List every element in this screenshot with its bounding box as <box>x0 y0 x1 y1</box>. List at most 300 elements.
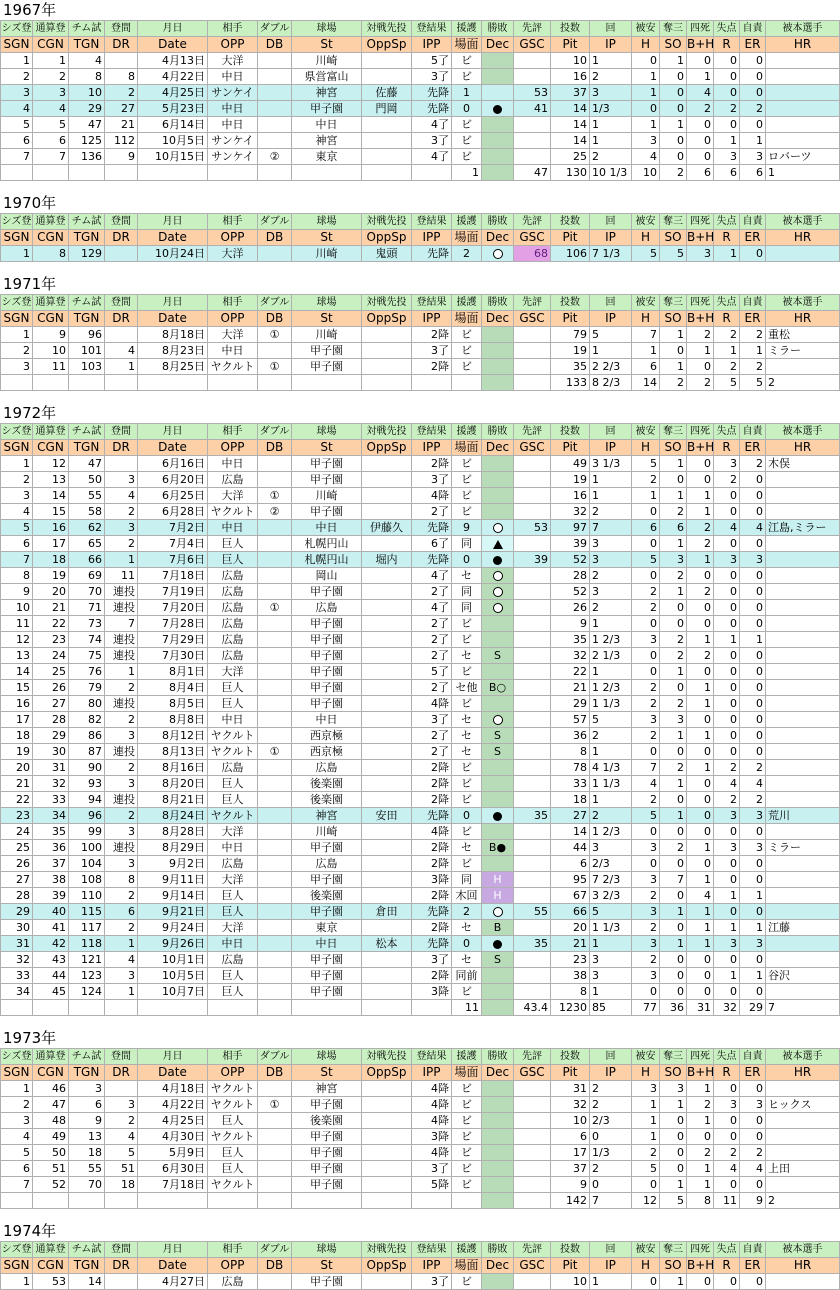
cell-h: 1 <box>632 117 660 133</box>
cell-res: ビ <box>452 488 482 504</box>
table-row <box>1 952 840 968</box>
cell-pit: 19 <box>551 343 590 359</box>
table-row <box>1 488 840 504</box>
column-header: シズ登 <box>1 1049 33 1065</box>
cell-tgn: 73 <box>69 616 105 632</box>
cell-h: 4 <box>632 776 660 792</box>
table-row <box>1 696 840 712</box>
column-header: H <box>632 311 660 327</box>
total-hold: 1 <box>452 165 482 181</box>
cell-res: ビ <box>452 1081 482 1097</box>
cell-date: 8月18日 <box>138 327 208 343</box>
column-header: Pit <box>551 37 590 53</box>
cell-r: 0 <box>714 1177 740 1193</box>
cell-so: 1 <box>660 117 687 133</box>
cell-dr: 2 <box>105 504 138 520</box>
cell-sgn: 6 <box>1 1161 33 1177</box>
cell-st: 甲子園 <box>292 696 362 712</box>
year-heading: 1972年 <box>3 404 57 422</box>
cell-sgn: 1 <box>1 1081 33 1097</box>
cell-r: 1 <box>714 343 740 359</box>
cell-cgn: 29 <box>33 728 69 744</box>
cell-date: 10月7日 <box>138 984 208 1000</box>
cell-cgn: 31 <box>33 760 69 776</box>
cell-st: 神宮 <box>292 85 362 101</box>
cell-gsc: 41 <box>514 101 551 117</box>
cell-pit: 32 <box>551 648 590 664</box>
cell-h: 0 <box>632 1177 660 1193</box>
cell-bb: 0 <box>687 117 714 133</box>
cell-sgn: 4 <box>1 1129 33 1145</box>
cell-dr: 2 <box>105 760 138 776</box>
cell-dr: 2 <box>105 808 138 824</box>
cell-ipp: 2了 <box>412 632 452 648</box>
cell-ip: 1 <box>590 664 632 680</box>
column-header: ダブル <box>258 1242 292 1258</box>
cell-dr <box>105 1274 138 1290</box>
cell-hr <box>766 1177 840 1193</box>
cell-er: 0 <box>740 69 766 85</box>
header-row <box>1 37 840 53</box>
cell-so: 2 <box>660 760 687 776</box>
cell-pit: 8 <box>551 984 590 1000</box>
column-header: IP <box>590 230 632 246</box>
column-header: 球場 <box>292 295 362 311</box>
column-header: Dec <box>482 37 514 53</box>
column-header: Dec <box>482 1065 514 1081</box>
cell-er: 3 <box>740 1097 766 1113</box>
cell-st: 東京 <box>292 920 362 936</box>
table-row <box>1 53 840 69</box>
cell-spn <box>362 1097 412 1113</box>
cell-hr: ミラー <box>766 840 840 856</box>
cell-hr <box>766 1145 840 1161</box>
column-header: 投数 <box>551 214 590 230</box>
cell-st: 後楽園 <box>292 792 362 808</box>
year-heading: 1973年 <box>3 1029 57 1047</box>
empty-cell <box>258 1193 292 1209</box>
column-header: 相手 <box>208 1242 258 1258</box>
cell-r: 1 <box>714 632 740 648</box>
cell-so: 0 <box>660 824 687 840</box>
cell-st: 甲子園 <box>292 648 362 664</box>
cell-db <box>258 69 292 85</box>
cell-st: 川崎 <box>292 53 362 69</box>
column-header: SO <box>660 230 687 246</box>
cell-bb: 0 <box>687 359 714 375</box>
cell-res: 同 <box>452 872 482 888</box>
table-row <box>1 101 840 117</box>
cell-cgn: 39 <box>33 888 69 904</box>
cell-ip: 2 <box>590 1097 632 1113</box>
cell-ipp: 2了 <box>412 744 452 760</box>
cell-hr: 木俣 <box>766 456 840 472</box>
cell-ipp: 2了 <box>412 728 452 744</box>
cell-hr <box>766 648 840 664</box>
cell-ipp: 2了 <box>412 680 452 696</box>
cell-res: 木回 <box>452 888 482 904</box>
cell-res: 0 <box>452 808 482 824</box>
cell-sgn: 1 <box>1 456 33 472</box>
cell-so: 0 <box>660 85 687 101</box>
empty-cell <box>362 375 412 391</box>
column-header: HR <box>766 230 840 246</box>
cell-dec <box>482 133 514 149</box>
cell-so: 1 <box>660 584 687 600</box>
cell-sgn: 28 <box>1 888 33 904</box>
total-hr: 7 <box>766 1000 840 1016</box>
cell-spn <box>362 568 412 584</box>
column-header: St <box>292 37 362 53</box>
cell-ipp: 4降 <box>412 488 452 504</box>
cell-st: 神宮 <box>292 133 362 149</box>
cell-ip: 2/3 <box>590 1113 632 1129</box>
cell-date: 6月25日 <box>138 488 208 504</box>
cell-bb: 0 <box>687 1129 714 1145</box>
cell-db <box>258 117 292 133</box>
cell-opp: 巨人 <box>208 1145 258 1161</box>
cell-db <box>258 1274 292 1290</box>
cell-db <box>258 856 292 872</box>
cell-opp: 中日 <box>208 520 258 536</box>
cell-dr: 4 <box>105 343 138 359</box>
cell-date: 9月2日 <box>138 856 208 872</box>
cell-sgn: 3 <box>1 359 33 375</box>
column-header: 援護 <box>452 21 482 37</box>
cell-dr: 8 <box>105 69 138 85</box>
cell-dr: 3 <box>105 968 138 984</box>
column-header: 登結果 <box>412 295 452 311</box>
cell-res: セ <box>452 744 482 760</box>
cell-ip: 3 1/3 <box>590 456 632 472</box>
cell-so: 0 <box>660 149 687 165</box>
table-row <box>1 1145 840 1161</box>
cell-sgn: 3 <box>1 488 33 504</box>
cell-res: ビ <box>452 760 482 776</box>
cell-sgn: 24 <box>1 824 33 840</box>
cell-ip: 1 <box>590 472 632 488</box>
cell-pit: 10 <box>551 53 590 69</box>
cell-gsc <box>514 712 551 728</box>
column-header: 被安 <box>632 21 660 37</box>
total-er: 6 <box>740 165 766 181</box>
column-header: TGN <box>69 1065 105 1081</box>
cell-db <box>258 664 292 680</box>
column-header: OppSp <box>362 230 412 246</box>
cell-spn <box>362 1081 412 1097</box>
cell-sgn: 1 <box>1 246 33 262</box>
column-header: 投数 <box>551 424 590 440</box>
cell-date: 6月14日 <box>138 117 208 133</box>
cell-ip: 1 1/3 <box>590 776 632 792</box>
cell-ipp: 3降 <box>412 872 452 888</box>
cell-ipp: 4降 <box>412 824 452 840</box>
column-header: チム試 <box>69 21 105 37</box>
cell-er: 3 <box>740 149 766 165</box>
cell-ip: 3 <box>590 85 632 101</box>
cell-ipp: 先降 <box>412 520 452 536</box>
cell-st: 甲子園 <box>292 680 362 696</box>
cell-so: 6 <box>660 520 687 536</box>
cell-er: 0 <box>740 664 766 680</box>
cell-spn <box>362 456 412 472</box>
cell-dec <box>482 488 514 504</box>
column-header: Date <box>138 1065 208 1081</box>
cell-gsc <box>514 1145 551 1161</box>
cell-sgn: 7 <box>1 552 33 568</box>
column-header: 被本選手 <box>766 214 840 230</box>
cell-dec <box>482 1145 514 1161</box>
cell-h: 5 <box>632 246 660 262</box>
cell-spn <box>362 343 412 359</box>
cell-so: 0 <box>660 856 687 872</box>
cell-tgn: 104 <box>69 856 105 872</box>
cell-ipp: 2降 <box>412 359 452 375</box>
cell-hr <box>766 952 840 968</box>
cell-cgn: 37 <box>33 856 69 872</box>
cell-dr: 2 <box>105 85 138 101</box>
cell-cgn: 18 <box>33 552 69 568</box>
cell-ip: 3 <box>590 552 632 568</box>
column-header: 自責 <box>740 1242 766 1258</box>
column-header: 対戦先投 <box>362 424 412 440</box>
cell-tgn: 74 <box>69 632 105 648</box>
column-header: 場面 <box>452 1258 482 1274</box>
total-pit: 133 <box>551 375 590 391</box>
cell-bb: 0 <box>687 984 714 1000</box>
cell-r: 2 <box>714 101 740 117</box>
cell-date: 8月12日 <box>138 728 208 744</box>
cell-sgn: 23 <box>1 808 33 824</box>
cell-date: 10月24日 <box>138 246 208 262</box>
cell-er: 0 <box>740 728 766 744</box>
column-header: DR <box>105 1065 138 1081</box>
column-header: チム試 <box>69 295 105 311</box>
cell-sgn: 19 <box>1 744 33 760</box>
cell-sgn: 8 <box>1 568 33 584</box>
column-header: 失点 <box>714 214 740 230</box>
column-header: 登間 <box>105 1049 138 1065</box>
cell-gsc <box>514 149 551 165</box>
cell-so: 0 <box>660 920 687 936</box>
column-header: 援護 <box>452 424 482 440</box>
cell-er: 0 <box>740 984 766 1000</box>
column-header: 対戦先投 <box>362 1242 412 1258</box>
cell-dec: S <box>482 952 514 968</box>
empty-cell <box>208 1193 258 1209</box>
column-header: チム試 <box>69 1242 105 1258</box>
cell-h: 3 <box>632 968 660 984</box>
cell-pit: 21 <box>551 680 590 696</box>
column-header: 投数 <box>551 1049 590 1065</box>
cell-date: 10月5日 <box>138 968 208 984</box>
cell-r: 0 <box>714 53 740 69</box>
cell-dr: 18 <box>105 1177 138 1193</box>
table-row <box>1 792 840 808</box>
column-header: OppSp <box>362 1065 412 1081</box>
total-dec <box>482 375 514 391</box>
cell-bb: 3 <box>687 246 714 262</box>
cell-ipp: 2降 <box>412 888 452 904</box>
cell-res: セ <box>452 840 482 856</box>
cell-so: 3 <box>660 1081 687 1097</box>
column-header: 失点 <box>714 1242 740 1258</box>
cell-res: ビ <box>452 117 482 133</box>
cell-dec <box>482 552 514 568</box>
cell-bb: 0 <box>687 53 714 69</box>
cell-gsc <box>514 1113 551 1129</box>
column-header: R <box>714 1258 740 1274</box>
empty-cell <box>412 1000 452 1016</box>
cell-hr <box>766 1113 840 1129</box>
cell-db <box>258 952 292 968</box>
cell-ipp: 3降 <box>412 984 452 1000</box>
cell-opp: 大洋 <box>208 872 258 888</box>
column-header: 投数 <box>551 21 590 37</box>
header-row <box>1 440 840 456</box>
column-header: 対戦先投 <box>362 214 412 230</box>
cell-st: 川崎 <box>292 488 362 504</box>
cell-opp: 巨人 <box>208 680 258 696</box>
cell-res: ビ <box>452 984 482 1000</box>
column-header: 通算登 <box>33 1242 69 1258</box>
cell-er: 1 <box>740 632 766 648</box>
column-header: 対戦先投 <box>362 21 412 37</box>
column-header: 四死 <box>687 1242 714 1258</box>
cell-dec <box>482 149 514 165</box>
cell-st: 甲子園 <box>292 984 362 1000</box>
cell-res: ビ <box>452 472 482 488</box>
column-header: Pit <box>551 1258 590 1274</box>
column-header: 先評 <box>514 1049 551 1065</box>
cell-hr <box>766 776 840 792</box>
cell-bb: 0 <box>687 568 714 584</box>
cell-st: 広島 <box>292 856 362 872</box>
cell-st: 甲子園 <box>292 584 362 600</box>
cell-hr <box>766 680 840 696</box>
total-ip: 10 1/3 <box>590 165 632 181</box>
cell-h: 2 <box>632 888 660 904</box>
cell-db <box>258 824 292 840</box>
cell-sgn: 16 <box>1 696 33 712</box>
table-row <box>1 888 840 904</box>
cell-h: 6 <box>632 359 660 375</box>
win-icon <box>493 571 503 581</box>
cell-date: 5月9日 <box>138 1145 208 1161</box>
cell-ipp: 先降 <box>412 101 452 117</box>
cell-db <box>258 984 292 1000</box>
empty-cell <box>362 1193 412 1209</box>
cell-ip: 2 <box>590 808 632 824</box>
cell-r: 4 <box>714 1161 740 1177</box>
cell-hr <box>766 696 840 712</box>
cell-ip: 1 <box>590 117 632 133</box>
cell-tgn: 121 <box>69 952 105 968</box>
cell-spn <box>362 712 412 728</box>
cell-h: 2 <box>632 584 660 600</box>
cell-spn <box>362 1113 412 1129</box>
cell-so: 0 <box>660 472 687 488</box>
cell-dr <box>105 53 138 69</box>
total-row <box>1 165 840 181</box>
cell-ipp: 2降 <box>412 792 452 808</box>
cell-er: 0 <box>740 600 766 616</box>
cell-db <box>258 696 292 712</box>
win-icon <box>493 907 503 917</box>
cell-date: 9月24日 <box>138 920 208 936</box>
cell-ipp: 4降 <box>412 1113 452 1129</box>
column-header: OPP <box>208 440 258 456</box>
cell-st: 東京 <box>292 149 362 165</box>
cell-sgn: 10 <box>1 600 33 616</box>
cell-so: 0 <box>660 616 687 632</box>
cell-opp: 巨人 <box>208 968 258 984</box>
cell-ip: 3 <box>590 840 632 856</box>
cell-db: ① <box>258 359 292 375</box>
cell-cgn: 45 <box>33 984 69 1000</box>
header-row <box>1 311 840 327</box>
cell-res: ビ <box>452 1097 482 1113</box>
cell-cgn: 28 <box>33 712 69 728</box>
table-row <box>1 600 840 616</box>
cell-so: 0 <box>660 69 687 85</box>
cell-bb: 1 <box>687 69 714 85</box>
cell-h: 3 <box>632 936 660 952</box>
cell-er: 0 <box>740 504 766 520</box>
loss-icon <box>493 940 502 949</box>
cell-dr: 8 <box>105 872 138 888</box>
cell-spn: 堀内 <box>362 552 412 568</box>
cell-ipp: 6了 <box>412 536 452 552</box>
cell-db: ① <box>258 488 292 504</box>
cell-ipp: 5了 <box>412 53 452 69</box>
cell-gsc <box>514 616 551 632</box>
column-header: 回 <box>590 21 632 37</box>
header-row <box>1 1242 840 1258</box>
cell-db <box>258 1145 292 1161</box>
cell-pit: 78 <box>551 760 590 776</box>
column-header: B+H <box>687 311 715 325</box>
cell-h: 5 <box>632 456 660 472</box>
cell-date: 4月22日 <box>138 69 208 85</box>
cell-tgn: 66 <box>69 552 105 568</box>
cell-gsc <box>514 632 551 648</box>
column-header: 場面 <box>452 37 482 53</box>
cell-ip: 2 <box>590 504 632 520</box>
cell-tgn: 96 <box>69 808 105 824</box>
column-header: 相手 <box>208 214 258 230</box>
cell-so: 7 <box>660 872 687 888</box>
column-header: OPP <box>208 1065 258 1081</box>
stats-table <box>0 213 840 262</box>
cell-dec <box>482 1274 514 1290</box>
cell-pit: 23 <box>551 952 590 968</box>
column-header: 先評 <box>514 295 551 311</box>
cell-cgn: 46 <box>33 1081 69 1097</box>
cell-r: 0 <box>714 872 740 888</box>
cell-opp: 中日 <box>208 936 258 952</box>
table-row <box>1 680 840 696</box>
cell-db <box>258 101 292 117</box>
cell-hr <box>766 664 840 680</box>
total-bb: 6 <box>687 165 714 181</box>
cell-ip: 1 <box>590 744 632 760</box>
cell-hr <box>766 936 840 952</box>
cell-gsc <box>514 760 551 776</box>
column-header: 援護 <box>452 295 482 311</box>
cell-db <box>258 632 292 648</box>
cell-ipp: 先降 <box>412 904 452 920</box>
